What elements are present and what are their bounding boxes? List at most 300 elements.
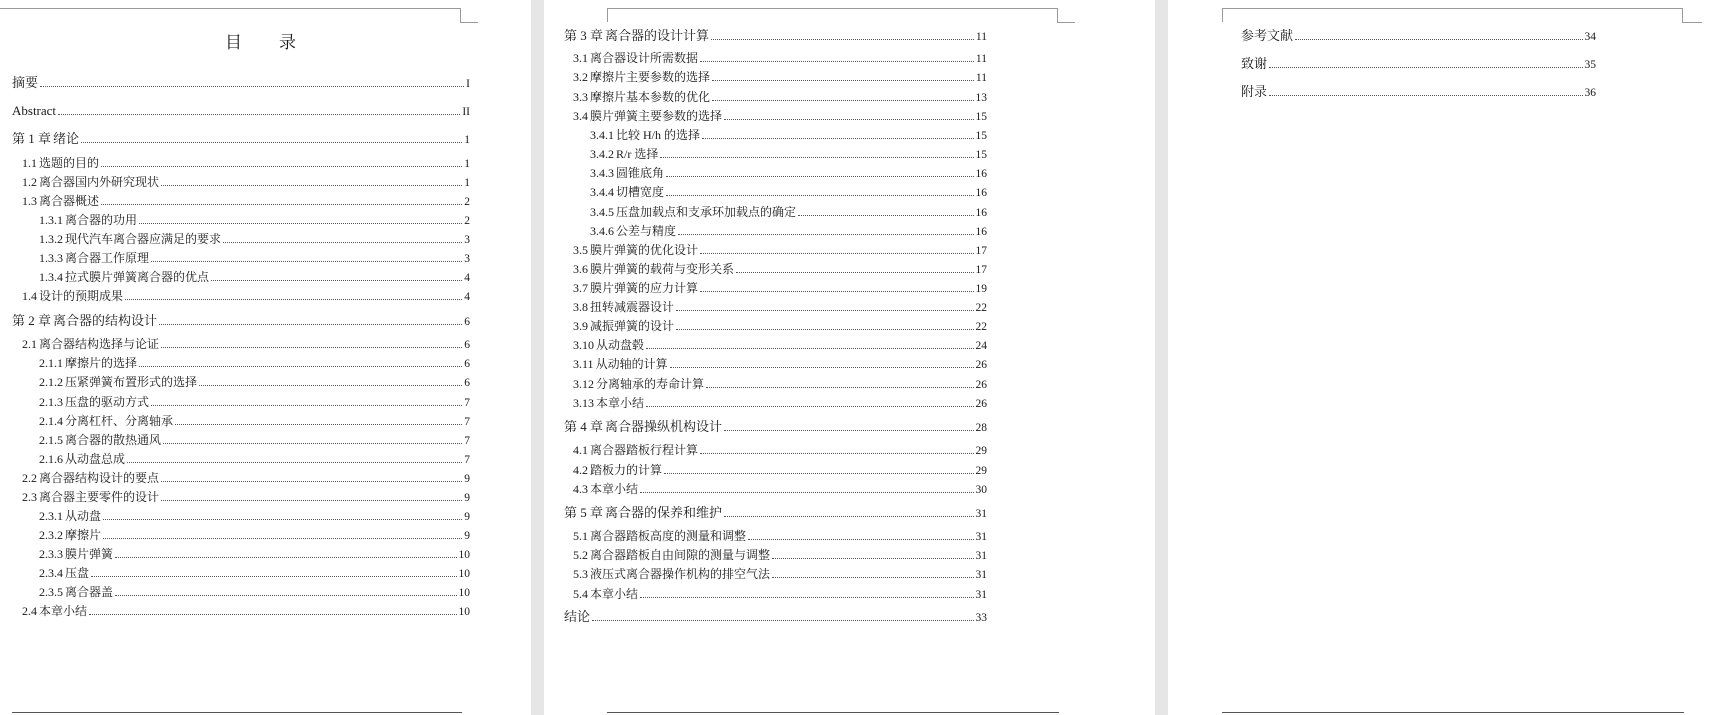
toc-entry-title: 结论: [564, 609, 591, 624]
toc-dot-leader: [175, 424, 462, 425]
toc-entry[interactable]: [573, 529, 987, 544]
toc-dot-leader: [702, 138, 973, 139]
toc-entry-page: 34: [1584, 31, 1596, 43]
toc-entry[interactable]: [22, 156, 470, 171]
toc-dot-leader: [101, 204, 462, 205]
toc-entry-page: 9: [464, 511, 470, 523]
toc-entry-title: 膜片弹簧的优化设计: [590, 243, 699, 257]
toc-entry-page: 6: [464, 339, 470, 351]
toc-entry-number: 5.2: [573, 548, 588, 562]
toc-entry-number: 5.4: [573, 587, 588, 601]
toc-entry-title: 本章小结: [590, 587, 639, 601]
toc-entry-title: 离合器结构选择与论证: [39, 337, 160, 351]
toc-entry-page: 9: [464, 473, 470, 485]
header-corner-mark: [1682, 22, 1702, 23]
header-corner-mark: [1057, 22, 1075, 23]
toc-entry-number: 2.1.2: [39, 375, 63, 389]
toc-entry-title: 扭转减震器设计: [590, 300, 675, 314]
toc-dot-leader: [161, 347, 462, 348]
toc-entry[interactable]: [590, 224, 987, 239]
toc-entry-number: 3.11: [573, 357, 594, 371]
toc-entry-number: 3.4.5: [590, 205, 614, 219]
toc-entry-page: 1: [464, 134, 470, 146]
toc-entry-number: 3.3: [573, 90, 588, 104]
toc-entry-title: 踏板力的计算: [590, 463, 663, 477]
toc-dot-leader: [736, 272, 973, 273]
toc-dot-leader: [139, 223, 462, 224]
toc-entry-page: 31: [975, 569, 987, 581]
toc-entry-page: 29: [975, 465, 987, 477]
toc-entry-number: 3.13: [573, 396, 594, 410]
toc-entry-number: 3.1: [573, 51, 588, 65]
toc-entry-page: 3: [464, 234, 470, 246]
toc-entry-page: 9: [464, 492, 470, 504]
toc-entry-number: 3.4: [573, 109, 588, 123]
toc-entry-number: 第 2 章: [12, 313, 52, 328]
toc-entry-number: 4.3: [573, 482, 588, 496]
toc-entry-page: 3: [464, 253, 470, 265]
toc-dot-leader: [700, 253, 973, 254]
toc-dot-leader: [676, 310, 973, 311]
toc-entry-title: 本章小结: [596, 396, 645, 410]
toc-entry[interactable]: [39, 528, 470, 543]
toc-entry-title: 附录: [1241, 84, 1268, 99]
toc-entry-title: 从动盘总成: [65, 452, 126, 466]
toc-entry-title: 摩擦片主要参数的选择: [590, 70, 711, 84]
toc-entry-page: 28: [975, 422, 987, 434]
toc-entry-title: 离合器的功用: [65, 213, 138, 227]
toc-dot-leader: [700, 61, 974, 62]
toc-dot-leader: [724, 430, 973, 431]
toc-dot-leader: [670, 367, 974, 368]
toc-entry-title: 膜片弹簧的载荷与变形关系: [590, 262, 735, 276]
toc-entry-page: 7: [464, 435, 470, 447]
toc-entry[interactable]: [1241, 29, 1596, 44]
toc-entry-page: 4: [464, 272, 470, 284]
toc-entry-title: 参考文献: [1241, 28, 1294, 43]
toc-entry-page: 10: [458, 587, 470, 599]
toc-entry-number: 3.4.6: [590, 224, 614, 238]
toc-entry[interactable]: [39, 414, 470, 429]
toc-entry-title: 离合器的结构设计: [53, 313, 158, 328]
toc-dot-leader: [89, 614, 456, 615]
toc-entry-number: 1.3.4: [39, 270, 63, 284]
toc-title: 目 录: [225, 33, 306, 52]
toc-entry-number: 3.4.3: [590, 166, 614, 180]
toc-page-2: [544, 0, 1155, 715]
toc-dot-leader: [700, 453, 973, 454]
toc-entry-number: 1.2: [22, 175, 37, 189]
header-corner-mark: [1222, 8, 1682, 9]
toc-entry-number: 3.4.4: [590, 185, 614, 199]
toc-entry-page: 33: [975, 612, 987, 624]
toc-entry[interactable]: [564, 29, 987, 44]
toc-dot-leader: [676, 329, 973, 330]
toc-entry[interactable]: [573, 567, 987, 582]
toc-entry-title: 离合器踏板行程计算: [590, 443, 699, 457]
toc-entry-page: 11: [975, 53, 987, 65]
toc-entry[interactable]: [39, 585, 470, 600]
toc-entry[interactable]: [573, 90, 987, 105]
toc-entry-page: 31: [975, 550, 987, 562]
toc-dot-leader: [678, 234, 973, 235]
toc-dot-leader: [646, 348, 973, 349]
toc-entry[interactable]: [590, 147, 987, 162]
toc-entry-title: 摩擦片基本参数的优化: [590, 90, 711, 104]
toc-dot-leader: [101, 166, 462, 167]
toc-entry-number: 2.3.1: [39, 509, 63, 523]
toc-entry-page: 24: [975, 340, 987, 352]
toc-entry-title: 摩擦片的选择: [65, 356, 138, 370]
toc-entry-number: 2.1.4: [39, 414, 63, 428]
toc-entry-title: 比较 H/h 的选择: [616, 128, 701, 142]
toc-entry[interactable]: [1241, 85, 1596, 100]
toc-entry-number: 3.4.2: [590, 147, 614, 161]
toc-entry-page: 4: [464, 291, 470, 303]
toc-entry-number: 3.7: [573, 281, 588, 295]
toc-dot-leader: [724, 516, 973, 517]
toc-dot-leader: [640, 492, 973, 493]
toc-entry-page: 31: [975, 508, 987, 520]
toc-entry-page: 16: [975, 187, 987, 199]
toc-dot-leader: [798, 215, 973, 216]
toc-entry[interactable]: [39, 270, 470, 285]
toc-entry-title: 膜片弹簧的应力计算: [590, 281, 699, 295]
toc-dot-leader: [772, 577, 973, 578]
toc-entry-number: 2.2: [22, 471, 37, 485]
toc-dot-leader: [81, 142, 462, 143]
toc-entry-number: 2.3: [22, 490, 37, 504]
toc-entry-number: 1.3.3: [39, 251, 63, 265]
toc-dot-leader: [1269, 95, 1582, 96]
toc-entry-number: 1.3.2: [39, 232, 63, 246]
toc-entry[interactable]: [573, 463, 987, 478]
toc-entry-title: 分离轴承的寿命计算: [596, 377, 705, 391]
toc-entry-page: 11: [975, 31, 987, 43]
toc-entry-title: 本章小结: [39, 604, 88, 618]
header-corner-mark: [1682, 8, 1683, 22]
toc-entry-number: 2.3.4: [39, 566, 63, 580]
toc-entry-page: 10: [458, 568, 470, 580]
toc-entry-page: 16: [975, 207, 987, 219]
toc-entry-title: 从动盘毂: [596, 338, 645, 352]
toc-entry-number: 第 4 章: [564, 419, 604, 434]
toc-entry-page: 15: [975, 111, 987, 123]
toc-entry[interactable]: [12, 132, 470, 147]
toc-entry-number: 第 5 章: [564, 505, 604, 520]
toc-entry[interactable]: [39, 452, 470, 467]
toc-entry-number: 4.1: [573, 443, 588, 457]
page-bottom-rule: [12, 712, 462, 713]
toc-entry-number: 3.6: [573, 262, 588, 276]
toc-entry-title: 压盘的驱动方式: [65, 395, 150, 409]
toc-entry-title: 绪论: [53, 131, 80, 146]
toc-entry-title: 离合器的设计计算: [605, 28, 710, 43]
toc-dot-leader: [58, 114, 460, 115]
toc-dot-leader: [40, 86, 464, 87]
toc-entry-title: 从动轴的计算: [595, 357, 668, 371]
toc-dot-leader: [161, 185, 462, 186]
toc-entry-page: 15: [975, 130, 987, 142]
toc-entry-title: 液压式离合器操作机构的排空气法: [590, 567, 771, 581]
toc-dot-leader: [115, 595, 456, 596]
toc-entry-title: 压紧弹簧布置形式的选择: [65, 375, 198, 389]
toc-entry[interactable]: [573, 319, 987, 334]
toc-dot-leader: [660, 157, 973, 158]
toc-dot-leader: [91, 576, 456, 577]
toc-entry-page: I: [466, 78, 470, 90]
toc-dot-leader: [151, 405, 462, 406]
toc-entry-page: 7: [464, 397, 470, 409]
toc-entry[interactable]: [39, 251, 470, 266]
toc-entry-title: 摩擦片: [65, 528, 102, 542]
toc-entry[interactable]: [573, 357, 987, 372]
toc-entry-page: 26: [975, 379, 987, 391]
toc-entry-page: 13: [975, 92, 987, 104]
toc-entry-number: 3.9: [573, 319, 588, 333]
toc-entry-page: 17: [975, 245, 987, 257]
toc-page-1: [0, 0, 531, 715]
toc-entry-page: 2: [464, 215, 470, 227]
toc-entry-title: 离合器操纵机构设计: [605, 419, 723, 434]
toc-dot-leader: [103, 519, 462, 520]
toc-entry[interactable]: [22, 337, 470, 352]
toc-dot-leader: [161, 481, 462, 482]
toc-entry-number: 3.10: [573, 338, 594, 352]
header-corner-mark: [0, 8, 461, 23]
toc-entry-number: 3.4.1: [590, 128, 614, 142]
toc-entry-title: 离合器踏板自由间隙的测量与调整: [590, 548, 771, 562]
toc-entry-title: 现代汽车离合器应满足的要求: [65, 232, 222, 246]
toc-entry[interactable]: [564, 420, 987, 435]
toc-entry[interactable]: [39, 509, 470, 524]
toc-dot-leader: [211, 280, 462, 281]
toc-dot-leader: [163, 443, 462, 444]
toc-entry-title: 圆锥底角: [616, 166, 665, 180]
toc-entry[interactable]: [39, 566, 470, 581]
toc-dot-leader: [712, 80, 974, 81]
toc-entry[interactable]: [22, 289, 470, 304]
toc-entry[interactable]: [573, 338, 987, 353]
toc-entry-number: 2.1.1: [39, 356, 63, 370]
toc-entry-page: 7: [464, 454, 470, 466]
toc-entry-title: 离合器概述: [39, 194, 100, 208]
toc-entry-page: 6: [464, 358, 470, 370]
header-corner-mark: [460, 22, 478, 23]
toc-entry-title: 设计的预期成果: [39, 289, 124, 303]
toc-entry-title: 离合器主要零件的设计: [39, 490, 160, 504]
toc-entry-number: 2.3.3: [39, 547, 63, 561]
toc-entry-title: 离合器盖: [65, 585, 114, 599]
toc-entry-title: 选题的目的: [39, 156, 100, 170]
toc-dot-leader: [700, 291, 973, 292]
toc-entry-title: R/r 选择: [616, 147, 659, 161]
toc-entry[interactable]: [590, 166, 987, 181]
toc-entry-page: 9: [464, 530, 470, 542]
toc-entry[interactable]: [573, 377, 987, 392]
toc-entry[interactable]: [12, 76, 470, 91]
toc-dot-leader: [772, 558, 973, 559]
toc-entry[interactable]: [573, 243, 987, 258]
toc-entry-title: Abstract: [12, 103, 57, 118]
toc-entry-title: 离合器工作原理: [65, 251, 150, 265]
toc-entry[interactable]: [12, 314, 470, 329]
toc-entry[interactable]: [590, 205, 987, 220]
toc-entry-number: 3.12: [573, 377, 594, 391]
toc-entry[interactable]: [39, 547, 470, 562]
toc-entry[interactable]: [573, 262, 987, 277]
toc-entry-title: 离合器结构设计的要点: [39, 471, 160, 485]
toc-entry-page: 17: [975, 264, 987, 276]
toc-dot-leader: [1269, 67, 1582, 68]
toc-entry[interactable]: [573, 587, 987, 602]
toc-entry-page: 10: [458, 606, 470, 618]
toc-dot-leader: [664, 473, 973, 474]
toc-entry[interactable]: [573, 443, 987, 458]
toc-entry[interactable]: [590, 185, 987, 200]
toc-entry[interactable]: [573, 548, 987, 563]
toc-entry-number: 2.3.5: [39, 585, 63, 599]
toc-dot-leader: [712, 100, 973, 101]
toc-entry-page: 1: [464, 158, 470, 170]
toc-entry-title: 致谢: [1241, 56, 1268, 71]
toc-entry-page: 11: [975, 72, 987, 84]
toc-entry[interactable]: [39, 433, 470, 448]
toc-entry-number: 2.3.2: [39, 528, 63, 542]
toc-entry-title: 离合器的保养和维护: [605, 505, 723, 520]
toc-entry[interactable]: [573, 70, 987, 85]
toc-entry-number: 2.1.5: [39, 433, 63, 447]
toc-entry[interactable]: [39, 395, 470, 410]
toc-dot-leader: [161, 500, 462, 501]
toc-entry-number: 1.1: [22, 156, 37, 170]
toc-entry-title: 压盘: [65, 566, 90, 580]
toc-entry-number: 5.1: [573, 529, 588, 543]
toc-entry[interactable]: [39, 356, 470, 371]
toc-entry-title: 减振弹簧的设计: [590, 319, 675, 333]
toc-entry[interactable]: [39, 213, 470, 228]
toc-dot-leader: [125, 299, 462, 300]
toc-entry-page: 29: [975, 445, 987, 457]
toc-entry[interactable]: [573, 300, 987, 315]
toc-entry-number: 1.3: [22, 194, 37, 208]
toc-entry-title: 离合器国内外研究现状: [39, 175, 160, 189]
toc-entry[interactable]: [573, 281, 987, 296]
toc-dot-leader: [666, 195, 973, 196]
toc-entry-page: 7: [464, 416, 470, 428]
header-corner-mark: [607, 8, 608, 22]
toc-dot-leader: [139, 366, 462, 367]
toc-entry[interactable]: [564, 610, 987, 625]
page-gap-2: [1155, 0, 1168, 715]
toc-entry-title: 离合器设计所需数据: [590, 51, 699, 65]
toc-entry[interactable]: [22, 471, 470, 486]
toc-entry-title: 分离杠杆、分离轴承: [65, 414, 174, 428]
toc-entry-number: 2.1: [22, 337, 37, 351]
toc-dot-leader: [592, 620, 973, 621]
toc-entry-page: 30: [975, 484, 987, 496]
page-gap-1: [531, 0, 544, 715]
toc-entry[interactable]: [590, 128, 987, 143]
toc-dot-leader: [1295, 39, 1582, 40]
toc-page-3: [1168, 0, 1728, 715]
toc-entry-number: 3.2: [573, 70, 588, 84]
toc-entry-title: 压盘加载点和支承环加载点的确定: [616, 205, 797, 219]
toc-entry-number: 1.3.1: [39, 213, 63, 227]
toc-entry[interactable]: [39, 232, 470, 247]
toc-entry-title: 公差与精度: [616, 224, 677, 238]
toc-entry-page: 1: [464, 177, 470, 189]
toc-dot-leader: [223, 242, 462, 243]
toc-entry-title: 本章小结: [590, 482, 639, 496]
toc-dot-leader: [666, 176, 973, 177]
toc-entry-number: 1.4: [22, 289, 37, 303]
toc-entry-page: 16: [975, 168, 987, 180]
toc-entry-page: II: [462, 106, 470, 118]
header-corner-mark: [607, 8, 1057, 9]
toc-dot-leader: [199, 385, 462, 386]
toc-entry-page: 31: [975, 589, 987, 601]
toc-entry-number: 第 1 章: [12, 131, 52, 146]
toc-entry-page: 22: [975, 321, 987, 333]
header-corner-mark: [1222, 8, 1223, 22]
toc-entry[interactable]: [22, 194, 470, 209]
toc-entry-page: 2: [464, 196, 470, 208]
toc-entry[interactable]: [22, 175, 470, 190]
toc-dot-leader: [103, 538, 462, 539]
toc-entry-title: 切槽宽度: [616, 185, 665, 199]
toc-dot-leader: [748, 539, 973, 540]
toc-entry-page: 19: [975, 283, 987, 295]
toc-dot-leader: [706, 387, 973, 388]
toc-entry-number: 3.5: [573, 243, 588, 257]
toc-entry-title: 摘要: [12, 75, 39, 90]
toc-dot-leader: [640, 597, 973, 598]
toc-entry[interactable]: [564, 506, 987, 521]
toc-entry[interactable]: [22, 604, 470, 619]
toc-entry[interactable]: [573, 109, 987, 124]
toc-entry[interactable]: [573, 396, 987, 411]
toc-entry[interactable]: [39, 375, 470, 390]
toc-entry[interactable]: [12, 104, 470, 119]
toc-entry[interactable]: [573, 51, 987, 66]
toc-entry-page: 31: [975, 531, 987, 543]
toc-entry-title: 膜片弹簧主要参数的选择: [590, 109, 723, 123]
toc-entry-number: 3.8: [573, 300, 588, 314]
toc-dot-leader: [151, 261, 462, 262]
toc-dot-leader: [646, 406, 973, 407]
toc-entry-number: 4.2: [573, 463, 588, 477]
toc-entry-number: 2.1.3: [39, 395, 63, 409]
toc-entry[interactable]: [1241, 57, 1596, 72]
toc-entry-page: 6: [464, 377, 470, 389]
toc-entry-page: 36: [1584, 87, 1596, 99]
toc-dot-leader: [724, 119, 973, 120]
toc-entry[interactable]: [22, 490, 470, 505]
toc-entry-page: 15: [975, 149, 987, 161]
toc-entry-title: 离合器踏板高度的测量和调整: [590, 529, 747, 543]
toc-entry-page: 26: [975, 398, 987, 410]
toc-entry-title: 从动盘: [65, 509, 102, 523]
page-bottom-rule: [607, 712, 1059, 713]
toc-entry-number: 2.1.6: [39, 452, 63, 466]
toc-entry-page: 6: [464, 316, 470, 328]
toc-entry-page: 16: [975, 226, 987, 238]
toc-entry-page: 26: [975, 359, 987, 371]
toc-entry-number: 5.3: [573, 567, 588, 581]
toc-entry[interactable]: [573, 482, 987, 497]
header-corner-mark: [1057, 8, 1058, 22]
